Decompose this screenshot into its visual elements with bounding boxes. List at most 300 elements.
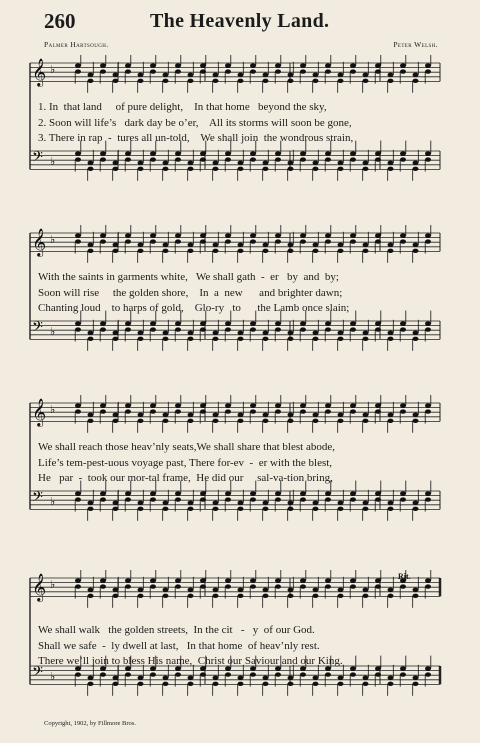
note-head — [313, 167, 319, 171]
note-head — [388, 161, 394, 165]
note-head — [388, 507, 394, 511]
note-head — [175, 578, 181, 582]
note-head — [275, 321, 281, 325]
note-head — [175, 497, 181, 501]
note-head — [238, 676, 244, 680]
note-head — [300, 491, 306, 495]
note-head — [238, 167, 244, 171]
note-head — [238, 161, 244, 165]
note-head — [425, 409, 431, 413]
note-head — [350, 233, 356, 237]
note-head — [200, 151, 206, 155]
flat-key-icon: ♭ — [50, 325, 56, 338]
note-head — [338, 507, 344, 511]
flat-key-icon: ♭ — [50, 403, 56, 416]
note-head — [163, 167, 169, 171]
note-head — [150, 157, 156, 161]
note-head — [350, 63, 356, 67]
note-head — [413, 79, 419, 83]
note-head — [400, 497, 406, 501]
note-head — [125, 321, 131, 325]
note-head — [288, 73, 294, 77]
note-head — [250, 327, 256, 331]
note-head — [100, 151, 106, 155]
flat-key-icon: ♭ — [50, 495, 56, 508]
note-head — [400, 157, 406, 161]
note-head — [213, 419, 219, 423]
note-head — [263, 507, 269, 511]
note-head — [163, 676, 169, 680]
note-head — [163, 594, 169, 598]
note-head — [300, 497, 306, 501]
note-head — [225, 69, 231, 73]
note-head — [363, 413, 369, 417]
note-head — [200, 578, 206, 582]
note-head — [400, 409, 406, 413]
note-head — [113, 682, 119, 686]
note-head — [113, 243, 119, 247]
note-head — [125, 672, 131, 676]
lyric-line-verse-1: We shall reach those heav’nly seats,We shall share that blest abode, — [38, 441, 335, 453]
note-head — [313, 243, 319, 247]
note-head — [375, 409, 381, 413]
note-head — [200, 491, 206, 495]
note-head — [288, 588, 294, 592]
note-head — [225, 403, 231, 407]
note-head — [250, 409, 256, 413]
note-head — [275, 63, 281, 67]
note-head — [388, 73, 394, 77]
note-head — [238, 682, 244, 686]
author-credit: Peter Welsh. — [393, 40, 438, 49]
note-head — [363, 594, 369, 598]
note-head — [88, 243, 94, 247]
note-head — [100, 327, 106, 331]
note-head — [288, 594, 294, 598]
note-head — [325, 327, 331, 331]
note-head — [288, 249, 294, 253]
note-head — [100, 497, 106, 501]
note-head — [88, 337, 94, 341]
note-head — [350, 321, 356, 325]
note-head — [125, 409, 131, 413]
note-head — [238, 507, 244, 511]
note-head — [275, 672, 281, 676]
note-head — [263, 676, 269, 680]
note-head — [338, 419, 344, 423]
note-head — [375, 403, 381, 407]
note-head — [113, 501, 119, 505]
note-head — [100, 403, 106, 407]
note-head — [225, 151, 231, 155]
note-head — [313, 676, 319, 680]
note-head — [313, 161, 319, 165]
note-head — [425, 327, 431, 331]
note-head — [363, 501, 369, 505]
music-system-4 — [0, 570, 480, 710]
note-head — [413, 161, 419, 165]
note-head — [400, 239, 406, 243]
note-head — [300, 157, 306, 161]
treble-clef-icon: 𝄞 — [32, 573, 47, 601]
note-head — [125, 584, 131, 588]
note-head — [138, 73, 144, 77]
note-head — [413, 507, 419, 511]
note-head — [188, 676, 194, 680]
note-head — [338, 167, 344, 171]
note-head — [125, 497, 131, 501]
note-head — [275, 157, 281, 161]
note-head — [163, 331, 169, 335]
note-head — [113, 588, 119, 592]
note-head — [413, 73, 419, 77]
note-head — [300, 239, 306, 243]
note-head — [275, 69, 281, 73]
note-head — [363, 73, 369, 77]
note-head — [363, 331, 369, 335]
note-head — [75, 69, 81, 73]
note-head — [75, 157, 81, 161]
note-head — [238, 501, 244, 505]
note-head — [250, 672, 256, 676]
note-head — [188, 79, 194, 83]
note-head — [313, 331, 319, 335]
note-head — [263, 79, 269, 83]
note-head — [138, 419, 144, 423]
note-head — [313, 507, 319, 511]
note-head — [375, 327, 381, 331]
note-head — [425, 151, 431, 155]
note-head — [250, 321, 256, 325]
note-head — [425, 497, 431, 501]
lyric-line-verse-2: Shall we safe - ly dwell at last, In that home of heav’nly rest. — [38, 639, 320, 652]
note-head — [225, 672, 231, 676]
note-head — [238, 243, 244, 247]
note-head — [225, 233, 231, 237]
note-head — [113, 167, 119, 171]
note-head — [100, 63, 106, 67]
note-head — [350, 239, 356, 243]
note-head — [375, 151, 381, 155]
note-head — [200, 321, 206, 325]
note-head — [250, 491, 256, 495]
flat-key-icon: ♭ — [50, 63, 56, 76]
note-head — [100, 409, 106, 413]
note-head — [300, 63, 306, 67]
note-head — [338, 331, 344, 335]
note-head — [350, 151, 356, 155]
note-head — [400, 151, 406, 155]
note-head — [88, 501, 94, 505]
note-head — [250, 233, 256, 237]
note-head — [225, 327, 231, 331]
note-head — [288, 501, 294, 505]
note-head — [213, 676, 219, 680]
note-head — [313, 413, 319, 417]
note-head — [188, 331, 194, 335]
note-head — [150, 497, 156, 501]
note-head — [413, 682, 419, 686]
note-head — [363, 243, 369, 247]
note-head — [263, 167, 269, 171]
note-head — [313, 594, 319, 598]
bass-clef-icon: 𝄢 — [32, 319, 43, 339]
note-head — [75, 327, 81, 331]
note-head — [325, 497, 331, 501]
note-head — [325, 151, 331, 155]
lyric-line-verse-3: 3. There in rap - tures all un-told, We shall join the wondrous strain, — [38, 132, 354, 144]
note-head — [100, 321, 106, 325]
treble-clef-icon: 𝄞 — [32, 228, 47, 256]
flat-key-icon: ♭ — [50, 155, 56, 168]
note-head — [88, 73, 94, 77]
note-head — [150, 63, 156, 67]
note-head — [425, 672, 431, 676]
note-head — [150, 409, 156, 413]
note-head — [163, 73, 169, 77]
note-head — [238, 79, 244, 83]
note-head — [213, 243, 219, 247]
note-head — [413, 413, 419, 417]
note-head — [250, 497, 256, 501]
note-head — [175, 409, 181, 413]
note-head — [113, 73, 119, 77]
note-head — [113, 676, 119, 680]
note-head — [300, 578, 306, 582]
note-head — [350, 409, 356, 413]
note-head — [150, 151, 156, 155]
note-head — [125, 233, 131, 237]
note-head — [188, 243, 194, 247]
note-head — [75, 491, 81, 495]
note-head — [125, 69, 131, 73]
note-head — [200, 69, 206, 73]
note-head — [75, 403, 81, 407]
note-head — [263, 419, 269, 423]
note-head — [163, 419, 169, 423]
note-head — [188, 249, 194, 253]
note-head — [300, 584, 306, 588]
note-head — [175, 321, 181, 325]
note-head — [75, 409, 81, 413]
lyric-line-verse-2: 2. Soon will life’s dark day be o’er, All its storms will soon be gone, — [38, 116, 352, 129]
note-head — [125, 491, 131, 495]
note-head — [413, 501, 419, 505]
note-head — [113, 331, 119, 335]
note-head — [313, 682, 319, 686]
note-head — [300, 233, 306, 237]
note-head — [263, 682, 269, 686]
lyrics-block — [38, 271, 450, 318]
note-head — [288, 161, 294, 165]
note-head — [325, 321, 331, 325]
note-head — [250, 157, 256, 161]
note-head — [275, 578, 281, 582]
note-head — [288, 331, 294, 335]
note-head — [325, 239, 331, 243]
note-head — [338, 413, 344, 417]
note-head — [125, 327, 131, 331]
note-head — [375, 584, 381, 588]
note-head — [388, 676, 394, 680]
note-head — [213, 682, 219, 686]
note-head — [425, 321, 431, 325]
note-head — [350, 327, 356, 331]
note-head — [188, 73, 194, 77]
note-head — [113, 419, 119, 423]
note-head — [75, 497, 81, 501]
note-head — [75, 239, 81, 243]
music-system-2 — [0, 225, 480, 365]
note-head — [388, 331, 394, 335]
note-head — [263, 161, 269, 165]
bass-clef-icon: 𝄢 — [32, 664, 43, 684]
note-head — [88, 79, 94, 83]
note-head — [338, 588, 344, 592]
note-head — [275, 233, 281, 237]
rit-marking: Rit. — [398, 572, 411, 581]
flat-key-icon: ♭ — [50, 670, 56, 683]
note-head — [200, 233, 206, 237]
note-head — [363, 337, 369, 341]
note-head — [163, 243, 169, 247]
note-head — [213, 167, 219, 171]
note-head — [113, 249, 119, 253]
note-head — [288, 507, 294, 511]
note-head — [425, 157, 431, 161]
note-head — [263, 243, 269, 247]
note-head — [150, 403, 156, 407]
note-head — [150, 578, 156, 582]
note-head — [125, 239, 131, 243]
note-head — [225, 63, 231, 67]
note-head — [350, 403, 356, 407]
note-head — [400, 403, 406, 407]
lyric-line-verse-1: 1. In that land of pure delight, In that home beyond the sky, — [38, 101, 327, 113]
note-head — [300, 409, 306, 413]
note-head — [275, 491, 281, 495]
note-head — [200, 584, 206, 588]
note-head — [325, 578, 331, 582]
note-head — [225, 584, 231, 588]
note-head — [313, 249, 319, 253]
note-head — [125, 151, 131, 155]
note-head — [375, 672, 381, 676]
note-head — [363, 676, 369, 680]
note-head — [425, 63, 431, 67]
note-head — [88, 682, 94, 686]
note-head — [88, 413, 94, 417]
note-head — [288, 682, 294, 686]
note-head — [175, 63, 181, 67]
note-head — [288, 79, 294, 83]
note-head — [138, 676, 144, 680]
note-head — [88, 588, 94, 592]
note-head — [263, 501, 269, 505]
lyric-line-verse-2: Soon will rise the golden shore, In a new and brighter dawn; — [38, 286, 343, 299]
note-head — [213, 413, 219, 417]
lyrics-block — [38, 624, 450, 671]
note-head — [175, 239, 181, 243]
note-head — [313, 419, 319, 423]
note-head — [188, 413, 194, 417]
note-head — [138, 79, 144, 83]
note-head — [350, 69, 356, 73]
note-head — [313, 79, 319, 83]
note-head — [238, 419, 244, 423]
note-head — [88, 161, 94, 165]
note-head — [338, 501, 344, 505]
note-head — [188, 507, 194, 511]
note-head — [163, 161, 169, 165]
note-head — [313, 73, 319, 77]
note-head — [275, 239, 281, 243]
note-head — [375, 578, 381, 582]
note-head — [425, 233, 431, 237]
note-head — [88, 419, 94, 423]
note-head — [113, 161, 119, 165]
note-head — [300, 672, 306, 676]
note-head — [400, 321, 406, 325]
note-head — [388, 167, 394, 171]
note-head — [163, 501, 169, 505]
bass-clef-icon: 𝄢 — [32, 149, 43, 169]
note-head — [238, 73, 244, 77]
note-head — [225, 321, 231, 325]
note-head — [250, 239, 256, 243]
note-head — [238, 249, 244, 253]
note-head — [163, 507, 169, 511]
note-head — [375, 69, 381, 73]
note-head — [363, 167, 369, 171]
note-head — [138, 594, 144, 598]
note-head — [138, 161, 144, 165]
note-head — [238, 594, 244, 598]
note-head — [250, 403, 256, 407]
note-head — [75, 233, 81, 237]
note-head — [100, 239, 106, 243]
note-head — [75, 584, 81, 588]
note-head — [338, 682, 344, 686]
note-head — [263, 331, 269, 335]
note-head — [413, 167, 419, 171]
note-head — [425, 239, 431, 243]
note-head — [75, 578, 81, 582]
composer-credit: Palmer Hartsough. — [44, 40, 109, 49]
note-head — [138, 249, 144, 253]
note-head — [350, 497, 356, 501]
note-head — [413, 588, 419, 592]
note-head — [325, 233, 331, 237]
note-head — [213, 161, 219, 165]
note-head — [388, 594, 394, 598]
note-head — [375, 321, 381, 325]
note-head — [388, 243, 394, 247]
note-head — [125, 578, 131, 582]
copyright-notice: Copyright, 1902, by Fillmore Bros. — [44, 720, 136, 727]
note-head — [338, 79, 344, 83]
note-head — [113, 594, 119, 598]
note-head — [225, 409, 231, 413]
note-head — [413, 249, 419, 253]
note-head — [250, 578, 256, 582]
lyric-line-verse-3: He par - took our mor-tal frame, He did our sal-va-tion bring, — [38, 472, 333, 484]
note-head — [400, 233, 406, 237]
note-head — [425, 69, 431, 73]
note-head — [88, 676, 94, 680]
note-head — [388, 419, 394, 423]
treble-clef-icon: 𝄞 — [32, 398, 47, 426]
